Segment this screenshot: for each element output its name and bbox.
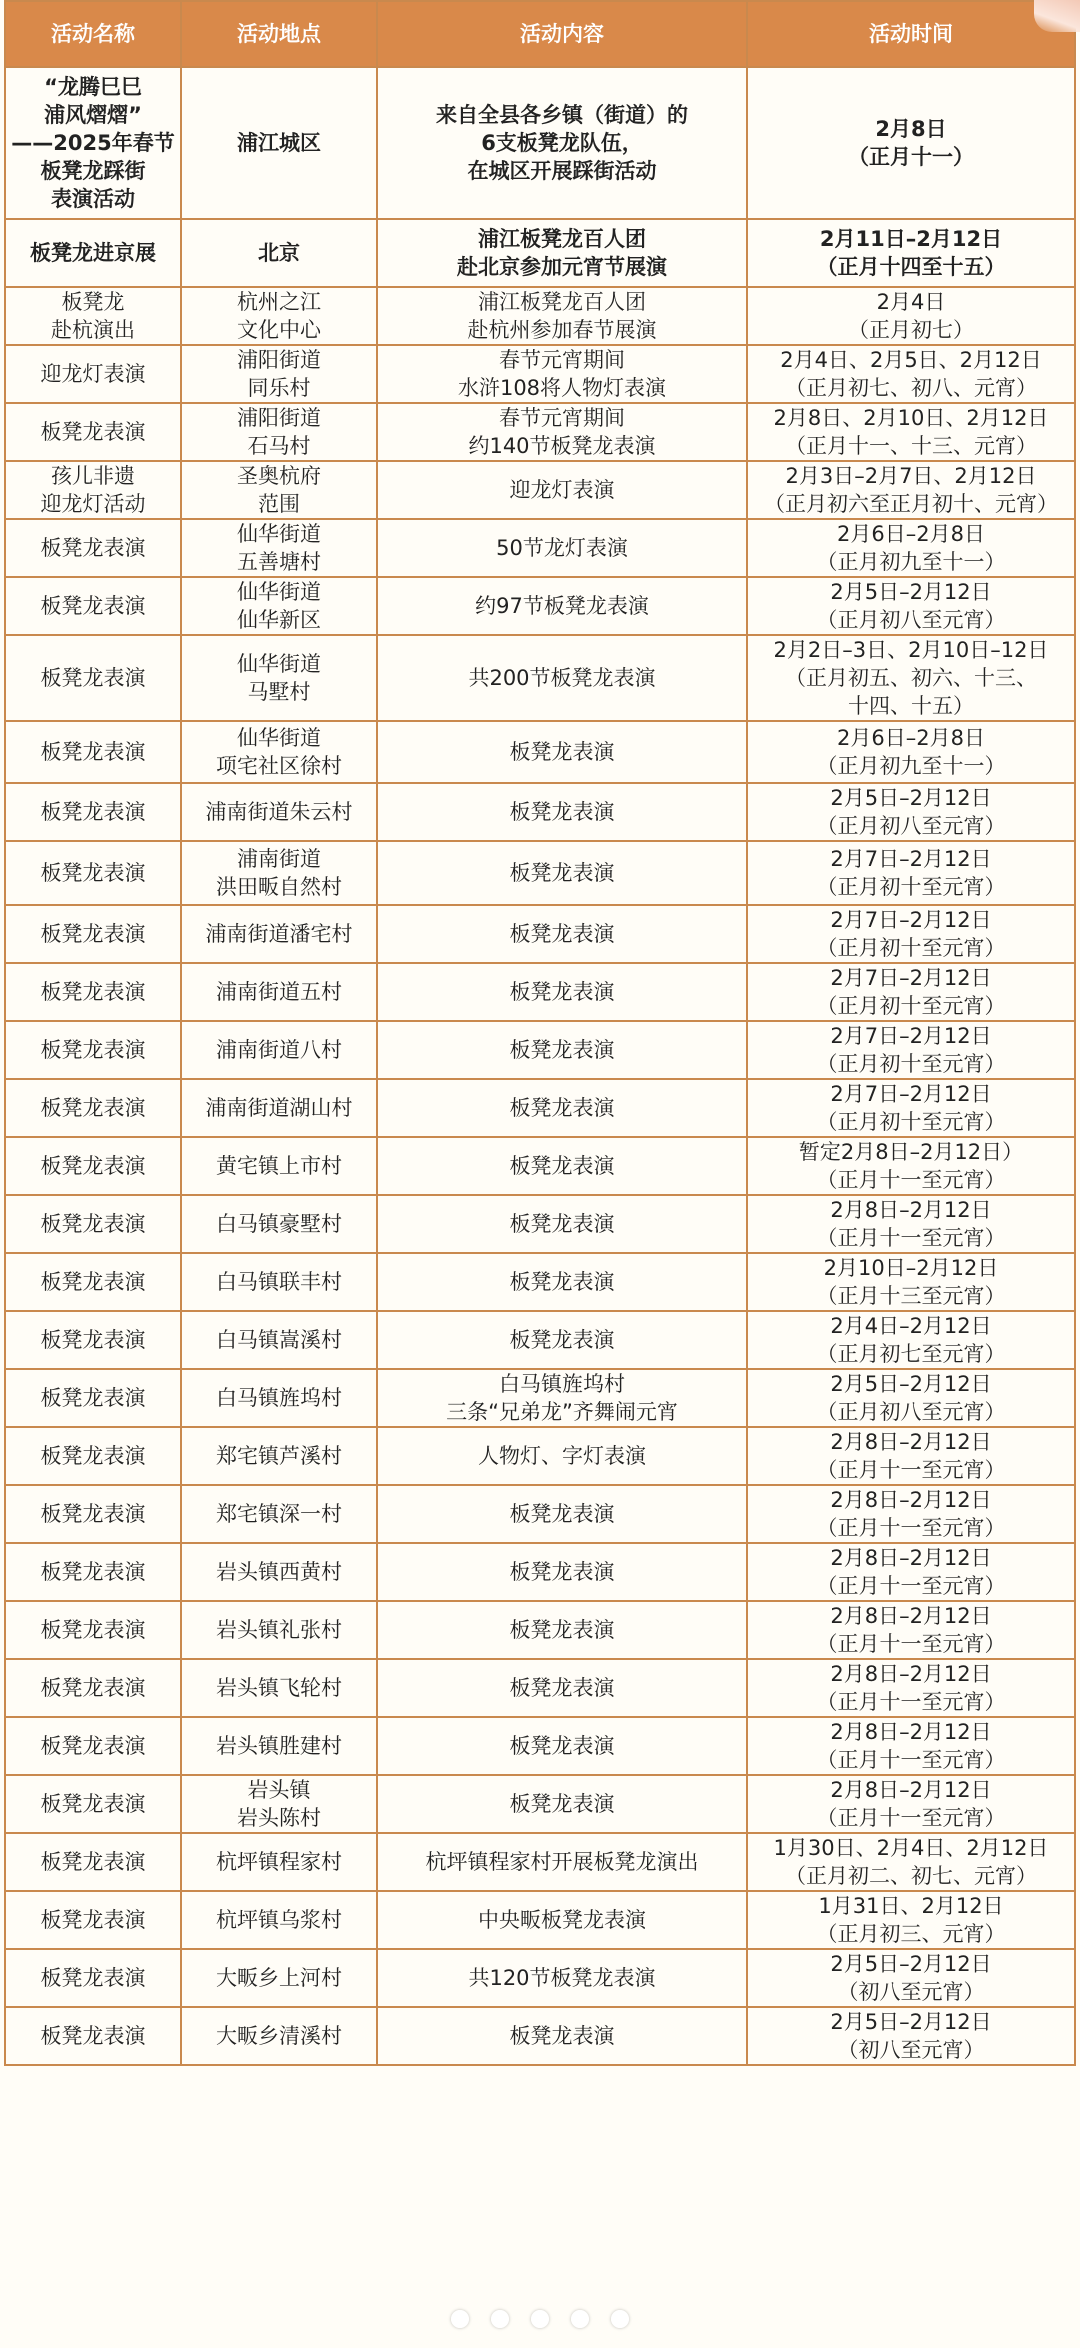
activity-content-cell: 浦江板凳龙百人团 赴杭州参加春节展演 xyxy=(377,287,747,345)
activity-content-cell: 板凳龙表演 xyxy=(377,1485,747,1543)
activity-content-cell: 杭坪镇程家村开展板凳龙演出 xyxy=(377,1833,747,1891)
pager-dot[interactable] xyxy=(531,2310,549,2328)
table-row xyxy=(5,783,1075,841)
activity-time-cell: 2月5日–2月12日 （正月初八至元宵） xyxy=(747,577,1075,635)
activity-name-cell: 板凳龙表演 xyxy=(5,1717,181,1775)
table-row xyxy=(5,287,1075,345)
header-activity-place: 活动地点 xyxy=(181,1,377,67)
activity-time-cell: 2月8日–2月12日 （正月十一至元宵） xyxy=(747,1195,1075,1253)
activity-place-cell: 浦南街道朱云村 xyxy=(181,783,377,841)
table-row xyxy=(5,1601,1075,1659)
table-row xyxy=(5,1659,1075,1717)
activity-time-cell: 2月8日–2月12日 （正月十一至元宵） xyxy=(747,1601,1075,1659)
activity-name-cell: 板凳龙 赴杭演出 xyxy=(5,287,181,345)
activity-time-cell: 2月10日–2月12日 （正月十三至元宵） xyxy=(747,1253,1075,1311)
activity-place-cell: 郑宅镇芦溪村 xyxy=(181,1427,377,1485)
table-row xyxy=(5,1717,1075,1775)
activity-content-cell: 白马镇旌坞村 三条“兄弟龙”齐舞闹元宵 xyxy=(377,1369,747,1427)
activity-place-cell: 郑宅镇深一村 xyxy=(181,1485,377,1543)
activity-name-cell: 孩儿非遗 迎龙灯活动 xyxy=(5,461,181,519)
header-activity-name: 活动名称 xyxy=(5,1,181,67)
activity-name-cell: 板凳龙表演 xyxy=(5,1601,181,1659)
corner-decoration xyxy=(1034,0,1080,32)
table-row xyxy=(5,461,1075,519)
activity-name-cell: 板凳龙表演 xyxy=(5,1659,181,1717)
activity-name-cell: 迎龙灯表演 xyxy=(5,345,181,403)
table-row xyxy=(5,1253,1075,1311)
header-row xyxy=(5,1,1075,67)
activity-content-cell: 板凳龙表演 xyxy=(377,1195,747,1253)
pager-dot[interactable] xyxy=(491,2310,509,2328)
activity-name-cell: 板凳龙表演 xyxy=(5,1543,181,1601)
activity-time-cell: 2月8日 （正月十一） xyxy=(747,67,1075,219)
activity-time-cell: 2月8日–2月12日 （正月十一至元宵） xyxy=(747,1775,1075,1833)
table-row xyxy=(5,219,1075,287)
table-row xyxy=(5,1079,1075,1137)
activity-name-cell: 板凳龙表演 xyxy=(5,403,181,461)
table-row xyxy=(5,905,1075,963)
activity-name-cell: 板凳龙表演 xyxy=(5,721,181,783)
table-row xyxy=(5,1891,1075,1949)
activity-content-cell: 共200节板凳龙表演 xyxy=(377,635,747,721)
activity-name-cell: 板凳龙表演 xyxy=(5,905,181,963)
activity-time-cell: 2月5日–2月12日 （初八至元宵） xyxy=(747,1949,1075,2007)
activity-place-cell: 浦南街道 洪田畈自然村 xyxy=(181,841,377,905)
activity-content-cell: 板凳龙表演 xyxy=(377,1543,747,1601)
activity-content-cell: 板凳龙表演 xyxy=(377,783,747,841)
activity-place-cell: 浦南街道潘宅村 xyxy=(181,905,377,963)
activity-name-cell: 板凳龙表演 xyxy=(5,635,181,721)
activity-time-cell: 2月3日–2月7日、2月12日 （正月初六至正月初十、元宵） xyxy=(747,461,1075,519)
activity-time-cell: 2月4日 （正月初七） xyxy=(747,287,1075,345)
table-row xyxy=(5,1485,1075,1543)
activity-content-cell: 板凳龙表演 xyxy=(377,1775,747,1833)
activity-content-cell: 板凳龙表演 xyxy=(377,1253,747,1311)
activity-time-cell: 2月8日–2月12日 （正月十一至元宵） xyxy=(747,1485,1075,1543)
activity-content-cell: 50节龙灯表演 xyxy=(377,519,747,577)
activity-content-cell: 板凳龙表演 xyxy=(377,721,747,783)
pager-dot[interactable] xyxy=(611,2310,629,2328)
table-header xyxy=(5,1,1075,67)
activity-time-cell: 1月30日、2月4日、2月12日 （正月初二、初七、元宵） xyxy=(747,1833,1075,1891)
table-row xyxy=(5,635,1075,721)
activity-content-cell: 板凳龙表演 xyxy=(377,1079,747,1137)
table-row xyxy=(5,519,1075,577)
image-pager-dots[interactable] xyxy=(0,2310,1080,2330)
activity-content-cell: 板凳龙表演 xyxy=(377,1717,747,1775)
activity-content-cell: 板凳龙表演 xyxy=(377,1601,747,1659)
table-row xyxy=(5,1775,1075,1833)
activity-name-cell: 板凳龙表演 xyxy=(5,1253,181,1311)
pager-dot[interactable] xyxy=(451,2310,469,2328)
activity-time-cell: 2月2日–3日、2月10日–12日 （正月初五、初六、十三、 十四、十五） xyxy=(747,635,1075,721)
activity-place-cell: 浦江城区 xyxy=(181,67,377,219)
activity-place-cell: 仙华街道 项宅社区徐村 xyxy=(181,721,377,783)
table-row xyxy=(5,1427,1075,1485)
activity-time-cell: 2月4日、2月5日、2月12日 （正月初七、初八、元宵） xyxy=(747,345,1075,403)
activity-name-cell: 板凳龙表演 xyxy=(5,1949,181,2007)
activity-name-cell: 板凳龙表演 xyxy=(5,1833,181,1891)
activity-content-cell: 春节元宵期间 约140节板凳龙表演 xyxy=(377,403,747,461)
activity-schedule-table xyxy=(4,0,1076,2066)
activity-place-cell: 仙华街道 马墅村 xyxy=(181,635,377,721)
activity-place-cell: 仙华街道 仙华新区 xyxy=(181,577,377,635)
activity-name-cell: 板凳龙表演 xyxy=(5,1891,181,1949)
pager-dot[interactable] xyxy=(571,2310,589,2328)
activity-place-cell: 岩头镇胜建村 xyxy=(181,1717,377,1775)
activity-time-cell: 2月7日–2月12日 （正月初十至元宵） xyxy=(747,963,1075,1021)
activity-place-cell: 大畈乡清溪村 xyxy=(181,2007,377,2065)
activity-place-cell: 岩头镇飞轮村 xyxy=(181,1659,377,1717)
activity-place-cell: 浦南街道五村 xyxy=(181,963,377,1021)
activity-time-cell: 2月7日–2月12日 （正月初十至元宵） xyxy=(747,905,1075,963)
activity-time-cell: 2月5日–2月12日 （正月初八至元宵） xyxy=(747,1369,1075,1427)
activity-place-cell: 岩头镇西黄村 xyxy=(181,1543,377,1601)
activity-place-cell: 浦阳街道 石马村 xyxy=(181,403,377,461)
activity-time-cell: 2月8日–2月12日 （正月十一至元宵） xyxy=(747,1543,1075,1601)
activity-time-cell: 暂定2月8日–2月12日） （正月十一至元宵） xyxy=(747,1137,1075,1195)
activity-name-cell: 板凳龙进京展 xyxy=(5,219,181,287)
activity-content-cell: 板凳龙表演 xyxy=(377,841,747,905)
activity-content-cell: 板凳龙表演 xyxy=(377,1311,747,1369)
activity-content-cell: 浦江板凳龙百人团 赴北京参加元宵节展演 xyxy=(377,219,747,287)
activity-name-cell: 板凳龙表演 xyxy=(5,1311,181,1369)
activity-time-cell: 2月7日–2月12日 （正月初十至元宵） xyxy=(747,1079,1075,1137)
table-row xyxy=(5,577,1075,635)
activity-content-cell: 春节元宵期间 水浒108将人物灯表演 xyxy=(377,345,747,403)
activity-time-cell: 2月8日–2月12日 （正月十一至元宵） xyxy=(747,1427,1075,1485)
activity-name-cell: 板凳龙表演 xyxy=(5,1137,181,1195)
activity-time-cell: 2月6日–2月8日 （正月初九至十一） xyxy=(747,519,1075,577)
activity-content-cell: 来自全县各乡镇（街道）的 6支板凳龙队伍， 在城区开展踩街活动 xyxy=(377,67,747,219)
activity-name-cell: 板凳龙表演 xyxy=(5,1021,181,1079)
activity-time-cell: 2月5日–2月12日 （初八至元宵） xyxy=(747,2007,1075,2065)
activity-name-cell: 板凳龙表演 xyxy=(5,1427,181,1485)
activity-name-cell: 板凳龙表演 xyxy=(5,519,181,577)
table-row xyxy=(5,1833,1075,1891)
activity-name-cell: 板凳龙表演 xyxy=(5,1369,181,1427)
activity-time-cell: 2月8日–2月12日 （正月十一至元宵） xyxy=(747,1659,1075,1717)
table-row xyxy=(5,963,1075,1021)
header-activity-content: 活动内容 xyxy=(377,1,747,67)
activity-name-cell: 板凳龙表演 xyxy=(5,577,181,635)
table-row xyxy=(5,67,1075,219)
activity-time-cell: 2月8日–2月12日 （正月十一至元宵） xyxy=(747,1717,1075,1775)
activity-content-cell: 约97节板凳龙表演 xyxy=(377,577,747,635)
activity-time-cell: 2月11日–2月12日 （正月十四至十五） xyxy=(747,219,1075,287)
table-row xyxy=(5,2007,1075,2065)
activity-place-cell: 浦南街道八村 xyxy=(181,1021,377,1079)
activity-place-cell: 白马镇旌坞村 xyxy=(181,1369,377,1427)
activity-content-cell: 板凳龙表演 xyxy=(377,1659,747,1717)
activity-name-cell: 板凳龙表演 xyxy=(5,2007,181,2065)
activity-place-cell: 黄宅镇上市村 xyxy=(181,1137,377,1195)
table-row xyxy=(5,1949,1075,2007)
activity-time-cell: 2月5日–2月12日 （正月初八至元宵） xyxy=(747,783,1075,841)
table-row xyxy=(5,1021,1075,1079)
activity-place-cell: 大畈乡上河村 xyxy=(181,1949,377,2007)
table-row xyxy=(5,1137,1075,1195)
activity-place-cell: 岩头镇礼张村 xyxy=(181,1601,377,1659)
activity-place-cell: 杭坪镇乌浆村 xyxy=(181,1891,377,1949)
activity-time-cell: 2月7日–2月12日 （正月初十至元宵） xyxy=(747,841,1075,905)
activity-name-cell: 板凳龙表演 xyxy=(5,1195,181,1253)
activity-name-cell: 板凳龙表演 xyxy=(5,1775,181,1833)
activity-place-cell: 杭州之江 文化中心 xyxy=(181,287,377,345)
table-row xyxy=(5,1369,1075,1427)
activity-content-cell: 板凳龙表演 xyxy=(377,963,747,1021)
activity-name-cell: “龙腾巳巳 浦风熠熠” ——2025年春节 板凳龙踩街 表演活动 xyxy=(5,67,181,219)
activity-place-cell: 浦阳街道 同乐村 xyxy=(181,345,377,403)
table-row xyxy=(5,721,1075,783)
activity-place-cell: 北京 xyxy=(181,219,377,287)
activity-place-cell: 白马镇豪墅村 xyxy=(181,1195,377,1253)
table-row xyxy=(5,1311,1075,1369)
activity-content-cell: 板凳龙表演 xyxy=(377,1021,747,1079)
activity-place-cell: 浦南街道湖山村 xyxy=(181,1079,377,1137)
activity-time-cell: 2月6日–2月8日 （正月初九至十一） xyxy=(747,721,1075,783)
activity-name-cell: 板凳龙表演 xyxy=(5,1079,181,1137)
activity-place-cell: 杭坪镇程家村 xyxy=(181,1833,377,1891)
activity-place-cell: 白马镇联丰村 xyxy=(181,1253,377,1311)
table-row xyxy=(5,841,1075,905)
activity-place-cell: 岩头镇 岩头陈村 xyxy=(181,1775,377,1833)
activity-name-cell: 板凳龙表演 xyxy=(5,841,181,905)
activity-content-cell: 板凳龙表演 xyxy=(377,1137,747,1195)
header-activity-time: 活动时间 xyxy=(747,1,1075,67)
activity-content-cell: 板凳龙表演 xyxy=(377,2007,747,2065)
activity-content-cell: 板凳龙表演 xyxy=(377,905,747,963)
activity-place-cell: 仙华街道 五善塘村 xyxy=(181,519,377,577)
table-row xyxy=(5,1195,1075,1253)
table-row xyxy=(5,403,1075,461)
activity-content-cell: 共120节板凳龙表演 xyxy=(377,1949,747,2007)
activity-content-cell: 迎龙灯表演 xyxy=(377,461,747,519)
table-body xyxy=(5,67,1075,2065)
activity-time-cell: 1月31日、2月12日 （正月初三、元宵） xyxy=(747,1891,1075,1949)
activity-time-cell: 2月7日–2月12日 （正月初十至元宵） xyxy=(747,1021,1075,1079)
activity-place-cell: 白马镇嵩溪村 xyxy=(181,1311,377,1369)
activity-name-cell: 板凳龙表演 xyxy=(5,963,181,1021)
activity-content-cell: 中央畈板凳龙表演 xyxy=(377,1891,747,1949)
activity-time-cell: 2月8日、2月10日、2月12日 （正月十一、十三、元宵） xyxy=(747,403,1075,461)
activity-time-cell: 2月4日–2月12日 （正月初七至元宵） xyxy=(747,1311,1075,1369)
activity-place-cell: 圣奥杭府 范围 xyxy=(181,461,377,519)
activity-name-cell: 板凳龙表演 xyxy=(5,783,181,841)
table-row xyxy=(5,1543,1075,1601)
table-row xyxy=(5,345,1075,403)
activity-content-cell: 人物灯、字灯表演 xyxy=(377,1427,747,1485)
activity-name-cell: 板凳龙表演 xyxy=(5,1485,181,1543)
